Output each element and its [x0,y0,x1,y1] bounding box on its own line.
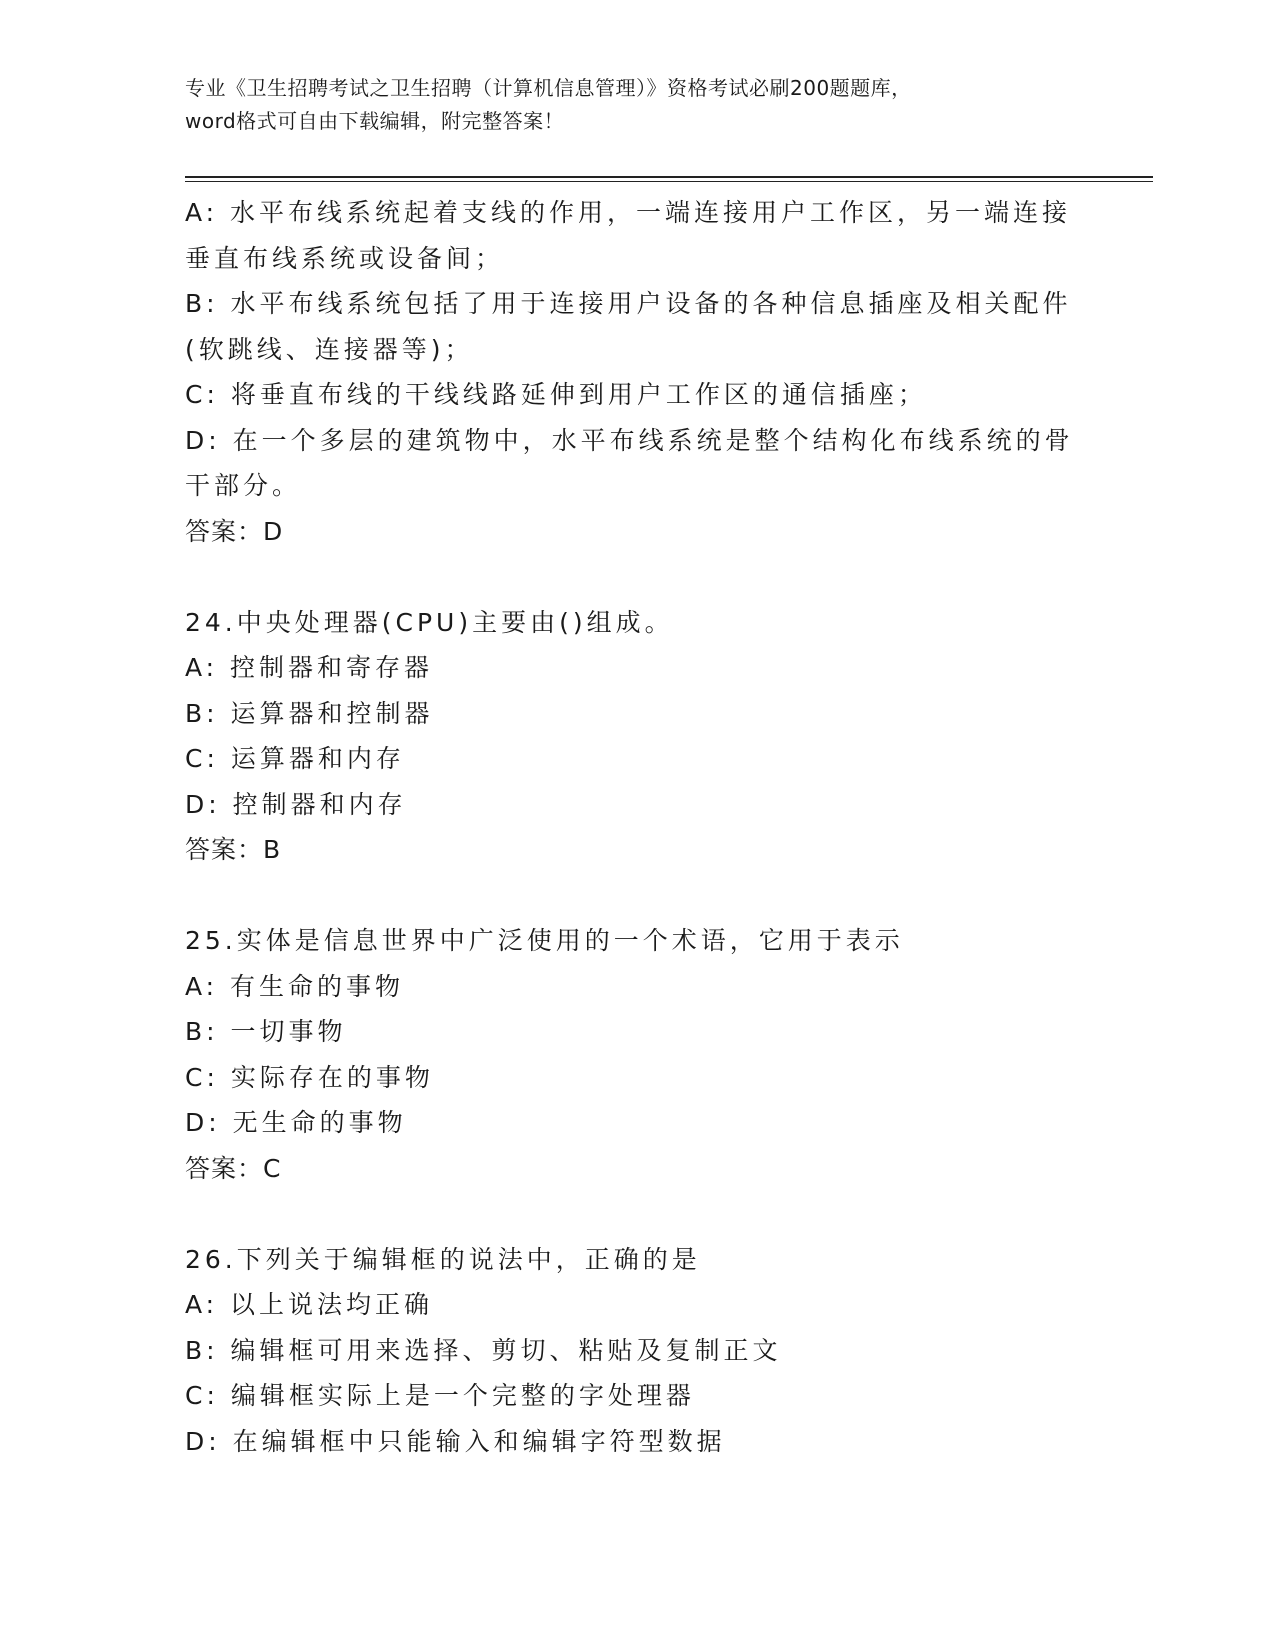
spacer [185,873,1085,919]
answer-label: 答案：C [185,1153,282,1183]
option-d-line-1: D: 在一个多层的建筑物中，水平布线系统是整个结构化布线系统的骨 [185,425,1074,455]
spacer [185,1191,1085,1237]
header-divider-thick [185,176,1153,178]
question-block-24 [185,600,1085,873]
option-b: B: 一切事物 [185,1017,347,1046]
question-text: 25.实体是信息世界中广泛使用的一个术语，它用于表示 [185,926,904,955]
spacer [185,554,1085,600]
question-content [185,190,1085,1464]
page-header [185,72,1085,138]
question-block-26 [185,1237,1085,1465]
question-text: 24.中央处理器(CPU)主要由()组成。 [185,607,674,637]
option-a: A: 有生命的事物 [185,971,405,1001]
header-divider-thin [185,181,1153,182]
answer-label: 答案：D [185,516,284,546]
option-b-line-2: (软跳线、连接器等)； [185,334,474,364]
option-c: C: 编辑框实际上是一个完整的字处理器 [185,1381,695,1410]
option-d: D: 无生命的事物 [185,1108,407,1137]
answer-label: 答案：B [185,835,282,864]
option-c: C: 实际存在的事物 [185,1062,434,1092]
option-d-line-2: 干部分。 [185,471,302,500]
option-d: D: 在编辑框中只能输入和编辑字符型数据 [185,1426,726,1456]
option-a-line-1: A: 水平布线系统起着支线的作用，一端连接用户工作区，另一端连接 [185,198,1072,227]
option-c: C: 运算器和内存 [185,744,405,773]
option-d: D: 控制器和内存 [185,789,407,819]
option-a: A: 以上说法均正确 [185,1290,434,1319]
question-block-25 [185,918,1085,1191]
option-b-line-1: B: 水平布线系统包括了用于连接用户设备的各种信息插座及相关配件 [185,289,1072,318]
header-title-line-1: 专业《卫生招聘考试之卫生招聘（计算机信息管理）》资格考试必刷200题题库， [185,76,912,100]
question-text: 26.下列关于编辑框的说法中，正确的是 [185,1244,701,1274]
option-c: C: 将垂直布线的干线线路延伸到用户工作区的通信插座； [185,380,927,409]
option-a: A: 控制器和寄存器 [185,653,434,682]
option-b: B: 编辑框可用来选择、剪切、粘贴及复制正文 [185,1335,782,1365]
option-a-line-2: 垂直布线系统或设备间； [185,243,505,273]
header-title-line-2: word格式可自由下载编辑，附完整答案！ [185,109,565,133]
option-b: B: 运算器和控制器 [185,698,434,728]
question-block-23 [185,190,1085,554]
